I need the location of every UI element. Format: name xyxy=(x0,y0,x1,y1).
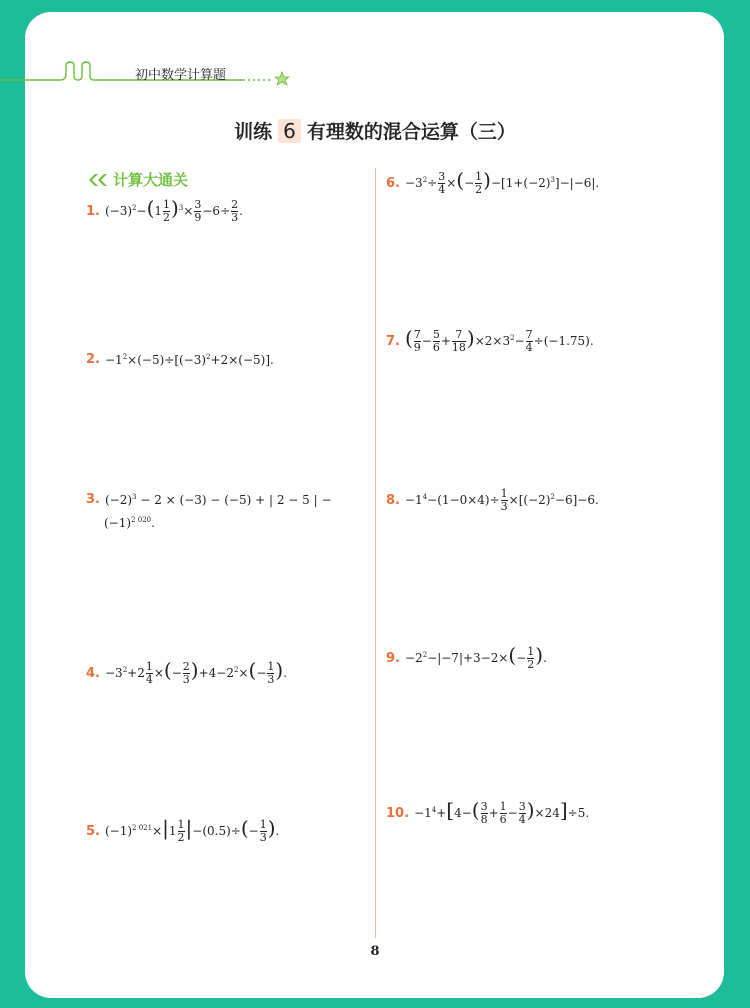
problem-10 xyxy=(386,800,589,826)
problem-expression: ( $\frac{7}{9}$ − $\frac{5}{6}$ + $\frac{7}{18}$ )$\times 2\times 3^2-$ $\frac{7}{4}$ ÷(−1.75). xyxy=(404,326,594,354)
lesson-name: 有理数的混合运算（三） xyxy=(306,121,516,143)
problem-number: 5. xyxy=(86,823,100,839)
problem-8 xyxy=(386,488,599,513)
problem-number: 1. xyxy=(86,203,100,219)
problem-5 xyxy=(86,818,279,844)
problem-number: 7. xyxy=(386,333,400,349)
problem-expression: $(-2)^3 - 2 \times (-3) - (-5)$ + | 2 − 5 | − xyxy=(104,492,332,507)
page-number: 8 xyxy=(370,944,380,959)
problem-3-line2 xyxy=(104,516,155,530)
double-chevron-icon xyxy=(87,173,109,187)
problem-expression: $-3^2\div$ $\frac{3}{4}$ ×(− $\frac{1}{2}$ )$-[1+(-2)^3]-|-6|$. xyxy=(404,168,600,196)
problem-expression: $-2^2-|-7|+3-2\times(-$ $\frac{1}{2}$ ). xyxy=(404,643,547,671)
problem-1 xyxy=(86,198,243,224)
problem-expression: $-1^4-(1-0\times 4)\div$ $\frac{1}{3}$ $\times[(-2)^2-6]-6$. xyxy=(404,487,599,513)
problem-expression: $-1^2\times(-5)\div[(-3)^2+2\times(-5)]$. xyxy=(104,352,274,367)
problem-2 xyxy=(86,352,274,367)
problem-7 xyxy=(386,328,594,354)
problem-number: 8. xyxy=(386,493,400,508)
problem-number: 6. xyxy=(386,175,400,191)
problem-number: 2. xyxy=(86,352,100,367)
problem-6 xyxy=(386,170,599,196)
lesson-number: 6 xyxy=(278,119,301,143)
book-title: 初中数学计算题 xyxy=(135,68,227,83)
problem-expression: $-1^4+[4-$( $\frac{3}{8}$ + $\frac{1}{6}$ − $\frac{3}{4}$ )×24]÷5. xyxy=(414,798,590,826)
problem-number: 4. xyxy=(86,665,100,681)
problem-3 xyxy=(86,492,332,507)
problem-number: 9. xyxy=(386,650,400,666)
problem-expression: $(-1)^{2 020}$. xyxy=(104,516,155,530)
problem-expression: $(-1)^{2 021}\times|1$ $\frac{1}{2}$ |−(0.5)÷(− $\frac{1}{3}$ ). xyxy=(104,816,280,844)
problem-number: 10. xyxy=(386,805,410,821)
lesson-prefix: 训练 xyxy=(234,121,273,143)
column-divider xyxy=(375,168,376,938)
problem-9 xyxy=(386,645,547,671)
lesson-title xyxy=(0,117,750,144)
problem-4 xyxy=(86,660,287,686)
problem-expression: $(-3)^2-(1$ $\frac{1}{2}$ )$^3$× $\frac{3}{9}$ −6÷ $\frac{2}{3}$ . xyxy=(104,196,243,224)
problem-number: 3. xyxy=(86,492,100,507)
section-title: 计算大通关 xyxy=(113,171,189,189)
problem-expression: $-3^2+2$ $\frac{1}{4}$ ×(− $\frac{2}{3}$ )$+4-2^2\times(-$ $\frac{1}{3}$ ). xyxy=(104,658,288,686)
section-heading xyxy=(87,169,188,190)
